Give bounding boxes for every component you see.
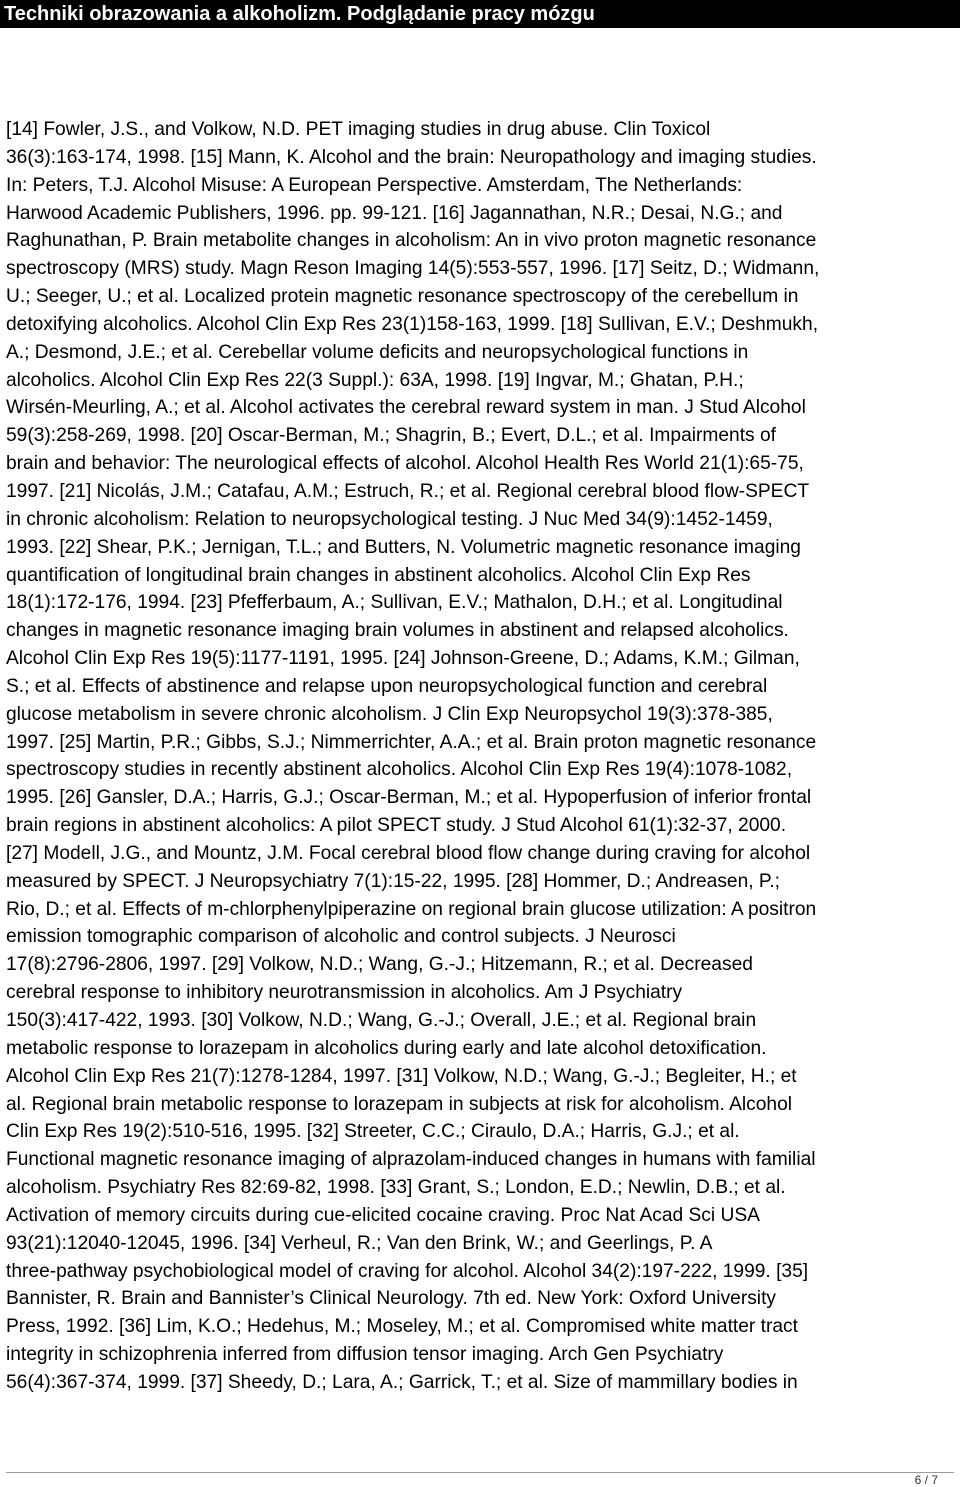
text-line: S.; et al. Effects of abstinence and relapse upon neuropsychological function and cerebral bbox=[6, 675, 768, 697]
text-line: 59(3):258-269, 1998. [20] Oscar-Berman, M.; Shagrin, B.; Evert, D.L.; et al. Impairments of bbox=[6, 425, 776, 447]
text-line: al. Regional brain metabolic response to lorazepam in subjects at risk for alcoholism. Alcohol bbox=[6, 1093, 793, 1115]
document-title: Techniki obrazowania a alkoholizm. Podglądanie pracy mózgu bbox=[4, 3, 595, 25]
text-line: spectroscopy (MRS) study. Magn Reson Imaging 14(5):553-557, 1996. [17] Seitz, D.; Widmann, bbox=[6, 258, 820, 280]
text-line: detoxifying alcoholics. Alcohol Clin Exp Res 23(1)158-163, 1999. [18] Sullivan, E.V.; Deshmukh, bbox=[6, 313, 819, 335]
text-line: Rio, D.; et al. Effects of m-chlorphenylpiperazine on regional brain glucose utilization: A positron bbox=[6, 898, 817, 920]
text-line: Alcohol Clin Exp Res 21(7):1278-1284, 1997. [31] Volkow, N.D.; Wang, G.-J.; Begleiter, H.; et bbox=[6, 1065, 797, 1087]
text-line: 56(4):367-374, 1999. [37] Sheedy, D.; Lara, A.; Garrick, T.; et al. Size of mammillary bodies in bbox=[6, 1371, 798, 1393]
text-line: [27] Modell, J.G., and Mountz, J.M. Focal cerebral blood flow change during craving for alcohol bbox=[6, 842, 811, 864]
text-line: metabolic response to lorazepam in alcoholics during early and late alcohol detoxification. bbox=[6, 1037, 767, 1059]
text-line: brain regions in abstinent alcoholics: A pilot SPECT study. J Stud Alcohol 61(1):32-37, 2000. bbox=[6, 815, 787, 837]
text-line: 150(3):417-422, 1993. [30] Volkow, N.D.; Wang, G.-J.; Overall, J.E.; et al. Regional brain bbox=[6, 1010, 757, 1031]
text-line: Press, 1992. [36] Lim, K.O.; Hedehus, M.; Moseley, M.; et al. Compromised white matter tract bbox=[6, 1316, 798, 1338]
text-line: 17(8):2796-2806, 1997. [29] Volkow, N.D.; Wang, G.-J.; Hitzemann, R.; et al. Decreased bbox=[6, 954, 753, 976]
text-line: glucose metabolism in severe chronic alcoholism. J Clin Exp Neuropsychol 19(3):378-385, bbox=[6, 703, 773, 725]
text-line: Wirsén-Meurling, A.; et al. Alcohol activates the cerebral reward system in man. J Stud Alcohol bbox=[6, 397, 806, 419]
text-line: Activation of memory circuits during cue-elicited cocaine craving. Proc Nat Acad Sci USA bbox=[6, 1204, 760, 1226]
page-number: 6 / 7 bbox=[914, 1473, 938, 1487]
text-line: brain and behavior: The neurological effects of alcohol. Alcohol Health Res World 21(1):65-75, bbox=[6, 453, 804, 475]
document-header bbox=[0, 0, 960, 28]
text-line: 18(1):172-176, 1994. [23] Pfefferbaum, A.; Sullivan, E.V.; Mathalon, D.H.; et al. Longitudinal bbox=[6, 592, 783, 614]
text-line: integrity in schizophrenia inferred from diffusion tensor imaging. Arch Gen Psychiatry bbox=[6, 1344, 724, 1366]
text-line: alcoholism. Psychiatry Res 82:69-82, 1998. [33] Grant, S.; London, E.D.; Newlin, D.B.; et al. bbox=[6, 1177, 786, 1199]
text-line: changes in magnetic resonance imaging brain volumes in abstinent and relapsed alcoholics. bbox=[6, 620, 789, 642]
text-line: cerebral response to inhibitory neurotransmission in alcoholics. Am J Psychiatry bbox=[6, 982, 683, 1004]
text-line: emission tomographic comparison of alcoholic and control subjects. J Neurosci bbox=[6, 926, 676, 948]
text-line: [14] Fowler, J.S., and Volkow, N.D. PET imaging studies in drug abuse. Clin Toxicol bbox=[6, 119, 711, 140]
text-line: Clin Exp Res 19(2):510-516, 1995. [32] Streeter, C.C.; Ciraulo, D.A.; Harris, G.J.; et al. bbox=[6, 1121, 740, 1143]
references-text bbox=[6, 116, 954, 1397]
text-line: quantification of longitudinal brain changes in abstinent alcoholics. Alcohol Clin Exp Res bbox=[6, 564, 751, 586]
text-line: 1997. [25] Martin, P.R.; Gibbs, S.J.; Nimmerrichter, A.A.; et al. Brain proton magnetic resonance bbox=[6, 731, 817, 753]
text-line: 93(21):12040-12045, 1996. [34] Verheul, R.; Van den Brink, W.; and Geerlings, P. A bbox=[6, 1232, 713, 1254]
text-line: U.; Seeger, U.; et al. Localized protein magnetic resonance spectroscopy of the cerebellum in bbox=[6, 286, 799, 308]
text-line: in chronic alcoholism: Relation to neuropsychological testing. J Nuc Med 34(9):1452-1459, bbox=[6, 508, 773, 530]
text-line: 1993. [22] Shear, P.K.; Jernigan, T.L.; and Butters, N. Volumetric magnetic resonance imaging bbox=[6, 536, 801, 558]
text-line: Alcohol Clin Exp Res 19(5):1177-1191, 1995. [24] Johnson-Greene, D.; Adams, K.M.; Gilman, bbox=[6, 648, 800, 670]
text-line: Bannister, R. Brain and Bannister’s Clinical Neurology. 7th ed. New York: Oxford University bbox=[6, 1288, 776, 1310]
text-line: measured by SPECT. J Neuropsychiatry 7(1):15-22, 1995. [28] Hommer, D.; Andreasen, P.; bbox=[6, 870, 780, 892]
text-line: Functional magnetic resonance imaging of alprazolam-induced changes in humans with familial bbox=[6, 1149, 816, 1171]
text-line: 1997. [21] Nicolás, J.M.; Catafau, A.M.; Estruch, R.; et al. Regional cerebral blood flow-SPECT bbox=[6, 480, 810, 502]
text-line: 1995. [26] Gansler, D.A.; Harris, G.J.; Oscar-Berman, M.; et al. Hypoperfusion of inferior frontal bbox=[6, 787, 812, 809]
text-line: three-pathway psychobiological model of craving for alcohol. Alcohol 34(2):197-222, 1999. [35] bbox=[6, 1260, 809, 1282]
text-line: Raghunathan, P. Brain metabolite changes in alcoholism: An in vivo proton magnetic resonance bbox=[6, 230, 817, 252]
text-line: In: Peters, T.J. Alcohol Misuse: A European Perspective. Amsterdam, The Netherlands: bbox=[6, 174, 743, 196]
text-line: spectroscopy studies in recently abstinent alcoholics. Alcohol Clin Exp Res 19(4):1078-1082, bbox=[6, 759, 793, 781]
text-line: 36(3):163-174, 1998. [15] Mann, K. Alcohol and the brain: Neuropathology and imaging studies. bbox=[6, 146, 817, 168]
text-line: A.; Desmond, J.E.; et al. Cerebellar volume deficits and neuropsychological functions in bbox=[6, 341, 749, 363]
footer-divider bbox=[6, 1472, 954, 1473]
text-line: Harwood Academic Publishers, 1996. pp. 99-121. [16] Jagannathan, N.R.; Desai, N.G.; and bbox=[6, 202, 783, 224]
text-line: alcoholics. Alcohol Clin Exp Res 22(3 Suppl.): 63A, 1998. [19] Ingvar, M.; Ghatan, P.H.; bbox=[6, 369, 744, 391]
